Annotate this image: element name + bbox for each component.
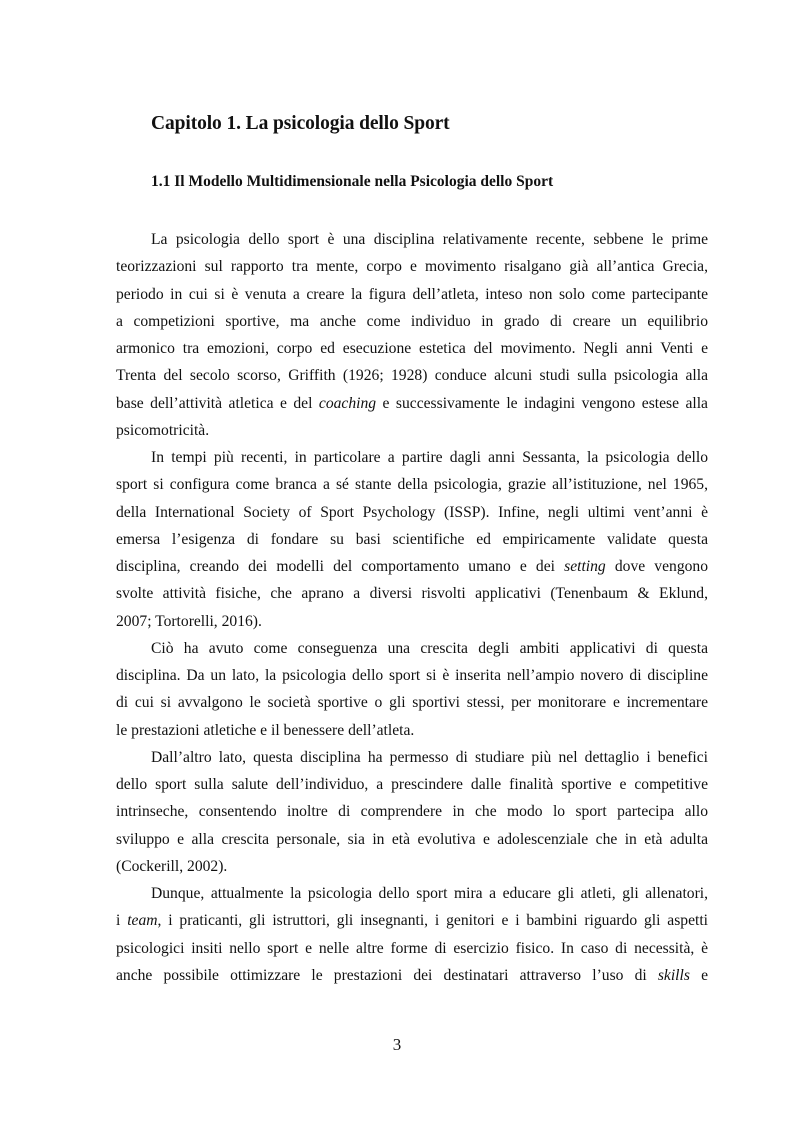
chapter-title: Capitolo 1. La psicologia dello Sport xyxy=(151,113,450,134)
italic-term: skills xyxy=(657,966,690,984)
section-title: 1.1 Il Modello Multidimensionale nella Psicologia dello Sport xyxy=(151,173,554,190)
text-line: In tempi più recenti, in particolare a partire dagli anni Sessanta, la psicologia dello xyxy=(151,449,708,466)
text-run: e successivamente le indagini vengono estese alla xyxy=(376,394,708,412)
italic-term: coaching xyxy=(318,394,377,412)
text-line: (Cockerill, 2002). xyxy=(116,857,228,875)
text-line: disciplina. Da un lato, la psicologia dello sport si è inserita nell’ampio novero di discipline xyxy=(116,667,708,684)
page-number: 3 xyxy=(392,1035,402,1054)
text-line xyxy=(116,962,708,989)
text-run: disciplina, creando dei modelli del comportamento umano e dei xyxy=(116,558,565,575)
text-run: base dell’attività atletica e del xyxy=(116,394,319,412)
text-line: emersa l’esigenza di fondare su basi scientifiche ed empiricamente validate questa xyxy=(116,530,708,548)
text-run: anche possibile ottimizzare le prestazioni dei destinatari attraverso l’uso di xyxy=(116,966,658,984)
text-line: La psicologia dello sport è una disciplina relativamente recente, sebbene le prime xyxy=(151,231,708,248)
text-line: Dall’altro lato, questa disciplina ha permesso di studiare più nel dettaglio i benefici xyxy=(151,748,708,766)
text-line: dello sport sulla salute dell’individuo, a prescindere dalle finalità sportive e competitive xyxy=(116,776,708,793)
text-run: dove vengono xyxy=(605,558,709,575)
text-line: 2007; Tortorelli, 2016). xyxy=(116,612,262,630)
text-line xyxy=(116,553,708,580)
text-line: della International Society of Sport Psychology (ISSP). Infine, negli ultimi vent’anni è xyxy=(116,503,708,521)
text-line: di cui si avvalgono le società sportive o gli sportivi stessi, per monitorare e incrementare xyxy=(116,694,708,712)
text-line: psicologici insiti nello sport e nelle altre forme di esercizio fisico. In caso di necessità, è xyxy=(116,939,708,957)
text-run: , i praticanti, gli istruttori, gli insegnanti, i genitori e i bambini riguardo gli aspetti xyxy=(157,912,708,930)
text-line: armonico tra emozioni, corpo ed esecuzione estetica del movimento. Negli anni Venti e xyxy=(116,340,708,357)
text-line: intrinseche, consentendo inoltre di comprendere in che modo lo sport partecipa allo xyxy=(116,803,708,821)
italic-term: setting xyxy=(564,558,606,575)
text-line: psicomotricità. xyxy=(116,421,210,439)
text-line: Dunque, attualmente la psicologia dello sport mira a educare gli atleti, gli allenatori, xyxy=(151,885,708,902)
text-line: sport si configura come branca a sé stante della psicologia, grazie all’istituzione, nel 1965, xyxy=(116,476,708,494)
text-line: periodo in cui si è venuta a creare la figura dell’atleta, inteso non solo come partecipante xyxy=(116,285,708,303)
text-line: Trenta del secolo scorso, Griffith (1926; 1928) conduce alcuni studi sulla psicologia alla xyxy=(116,367,708,385)
text-line: a competizioni sportive, ma anche come individuo in grado di creare un equilibrio xyxy=(116,312,708,330)
text-line: teorizzazioni sul rapporto tra mente, corpo e movimento risalgano già all’antica Grecia, xyxy=(116,258,708,276)
text-line: svolte attività fisiche, che aprano a diversi risvolti applicativi (Tenenbaum & Eklund, xyxy=(116,585,708,603)
text-line: sviluppo e alla crescita personale, sia in età evolutiva e adolescenziale che in età adulta xyxy=(116,830,708,848)
italic-term: team xyxy=(127,912,158,930)
text-line: Ciò ha avuto come conseguenza una crescita degli ambiti applicativi di questa xyxy=(151,639,708,657)
body-text xyxy=(116,226,708,989)
text-line xyxy=(116,390,708,417)
text-run: i xyxy=(116,912,128,930)
text-line: le prestazioni atletiche e il benessere dell’atleta. xyxy=(116,721,415,739)
text-run: e xyxy=(689,966,708,984)
text-line xyxy=(116,907,708,934)
